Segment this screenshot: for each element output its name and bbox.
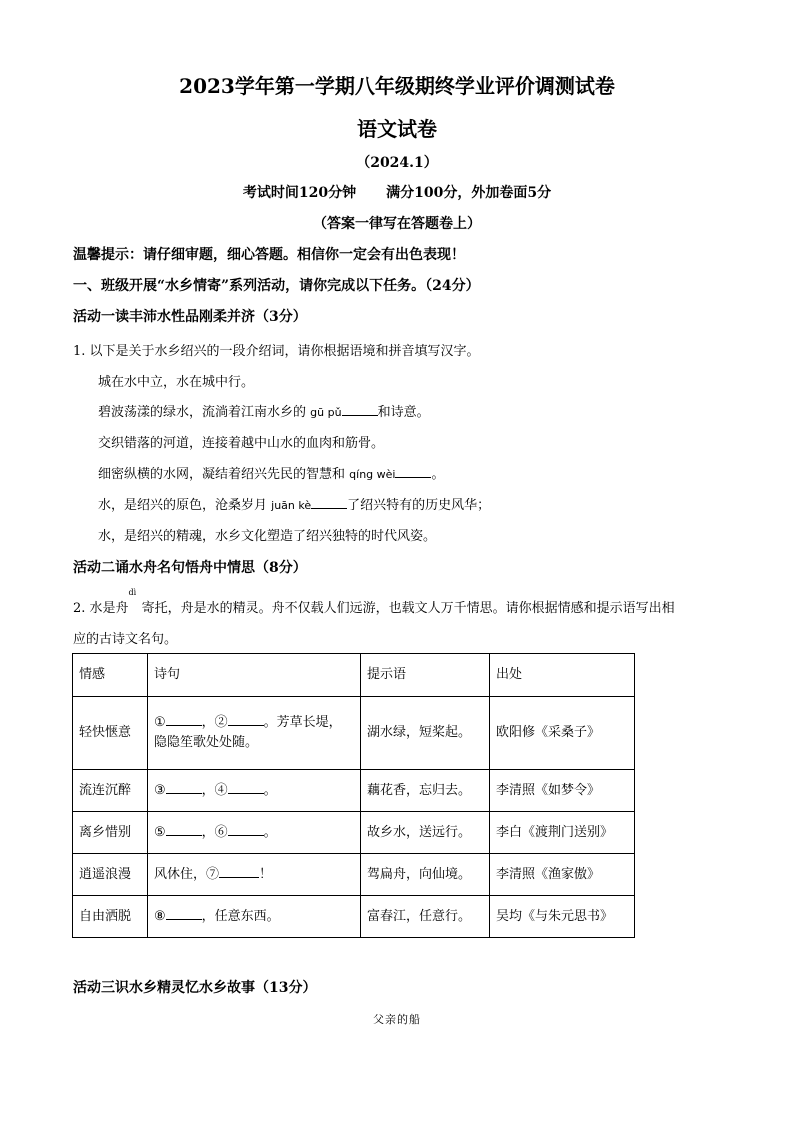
blank-3[interactable]: [166, 781, 202, 794]
blank-6[interactable]: [228, 823, 264, 836]
cell-hint: 富春江，任意行。: [361, 896, 490, 938]
cell-poem: ① ，② 。芳草长堤，隐隐笙歌处处随。: [148, 697, 361, 770]
table-row: [73, 896, 635, 938]
pinyin-juanke: juān kè: [271, 499, 312, 512]
exam-time-info: [0, 182, 794, 202]
table-row: [73, 697, 635, 770]
question-2-stem-cont: 应的古诗文名句。: [73, 632, 178, 647]
blank-qingwei[interactable]: [395, 465, 431, 478]
question-1-stem: 1. 以下是关于水乡绍兴的一段介绍词，请你根据语境和拼音填写汉字。: [73, 344, 480, 359]
cell-source: 欧阳修《采桑子》: [490, 697, 635, 770]
table-row: [73, 854, 635, 896]
exam-subtitle: 语文试卷: [357, 117, 437, 141]
exam-date: （2024.1）: [356, 155, 438, 171]
passage-line-6: 水，是绍兴的精魂，水乡文化塑造了绍兴独特的时代风姿。: [98, 529, 437, 544]
passage-line-3: 交织错落的河道，连接着越中山水的血肉和筋骨。: [98, 436, 385, 451]
activity-3-title: 活动三识水乡精灵忆水乡故事（13分）: [73, 980, 317, 996]
cell-emotion: 自由洒脱: [73, 896, 148, 938]
passage-line-1: 城在水中立，水在城中行。: [98, 375, 255, 390]
header-hint: 提示语: [361, 654, 490, 697]
activity-1-title: 活动一读丰沛水性品刚柔并济（3分）: [73, 309, 307, 325]
header-poem: 诗句: [148, 654, 361, 697]
question-2-stem: 2. 水是舟 dì 寄托，舟是水的精灵。舟不仅载人们远游，也载文人万千情思。请你根据情感和提示语写出相: [73, 588, 675, 616]
section-1-title: 一、班级开展“水乡情寄”系列活动，请你完成以下任务。（24分）: [73, 278, 480, 294]
blank-gupu[interactable]: [342, 403, 378, 416]
cell-poem: 风休住，⑦ ！: [148, 854, 361, 896]
passage-title: 父亲的船: [373, 1013, 421, 1026]
blank-2[interactable]: [228, 713, 264, 726]
poem-table: [72, 653, 635, 938]
passage-line-2: 碧波荡漾的绿水，流淌着江南水乡的 gū pǔ 和诗意。: [98, 405, 430, 420]
cell-source: 吴均《与朱元思书》: [490, 896, 635, 938]
blank-4[interactable]: [228, 781, 264, 794]
cell-hint: 湖水绿，短桨起。: [361, 697, 490, 770]
blank-5[interactable]: [166, 823, 202, 836]
table-row: [73, 812, 635, 854]
passage-line-4: 细密纵横的水网，凝结着绍兴先民的智慧和 qíng wèi 。: [98, 467, 445, 482]
table-header-row: [73, 654, 635, 697]
blank-8[interactable]: [166, 907, 202, 920]
table-row: [73, 770, 635, 812]
blank-juanke[interactable]: [311, 496, 347, 509]
cell-source: 李清照《如梦令》: [490, 770, 635, 812]
header-emotion: 情感: [73, 654, 148, 697]
cell-emotion: 离乡惜别: [73, 812, 148, 854]
cell-hint: 藕花香，忘归去。: [361, 770, 490, 812]
pinyin-qingwei: qíng wèi: [349, 468, 396, 481]
cell-emotion: 轻快惬意: [73, 697, 148, 770]
exam-title: 2023学年第一学期八年级期终学业评价调测试卷: [179, 74, 615, 98]
warm-tip: 温馨提示：请仔细审题，细心答题。相信你一定会有出色表现！: [73, 247, 465, 263]
answer-note: （答案一律写在答题卷上）: [313, 216, 481, 232]
cell-emotion: 流连沉醉: [73, 770, 148, 812]
cell-poem: ③ ，④ 。: [148, 770, 361, 812]
passage-line-5: 水，是绍兴的原色，沧桑岁月 juān kè 了绍兴特有的历史风华；: [98, 498, 491, 513]
blank-1[interactable]: [166, 713, 202, 726]
cell-hint: 驾扁舟，向仙境。: [361, 854, 490, 896]
cell-poem: ⑧ ，任意东西。: [148, 896, 361, 938]
cell-hint: 故乡水，送远行。: [361, 812, 490, 854]
cell-source: 李清照《渔家傲》: [490, 854, 635, 896]
cell-poem: ⑤ ，⑥ 。: [148, 812, 361, 854]
ruby-di: dì: [128, 588, 137, 597]
cell-source: 李白《渡荆门送别》: [490, 812, 635, 854]
pinyin-gupu: gū pǔ: [310, 406, 342, 419]
header-source: 出处: [490, 654, 635, 697]
blank-7[interactable]: [219, 865, 259, 878]
cell-emotion: 逍遥浪漫: [73, 854, 148, 896]
activity-2-title: 活动二诵水舟名句悟舟中情思（8分）: [73, 560, 307, 576]
exam-duration: 考试时间120分钟: [242, 185, 357, 201]
exam-score: 满分100分，外加卷面5分: [386, 185, 552, 201]
